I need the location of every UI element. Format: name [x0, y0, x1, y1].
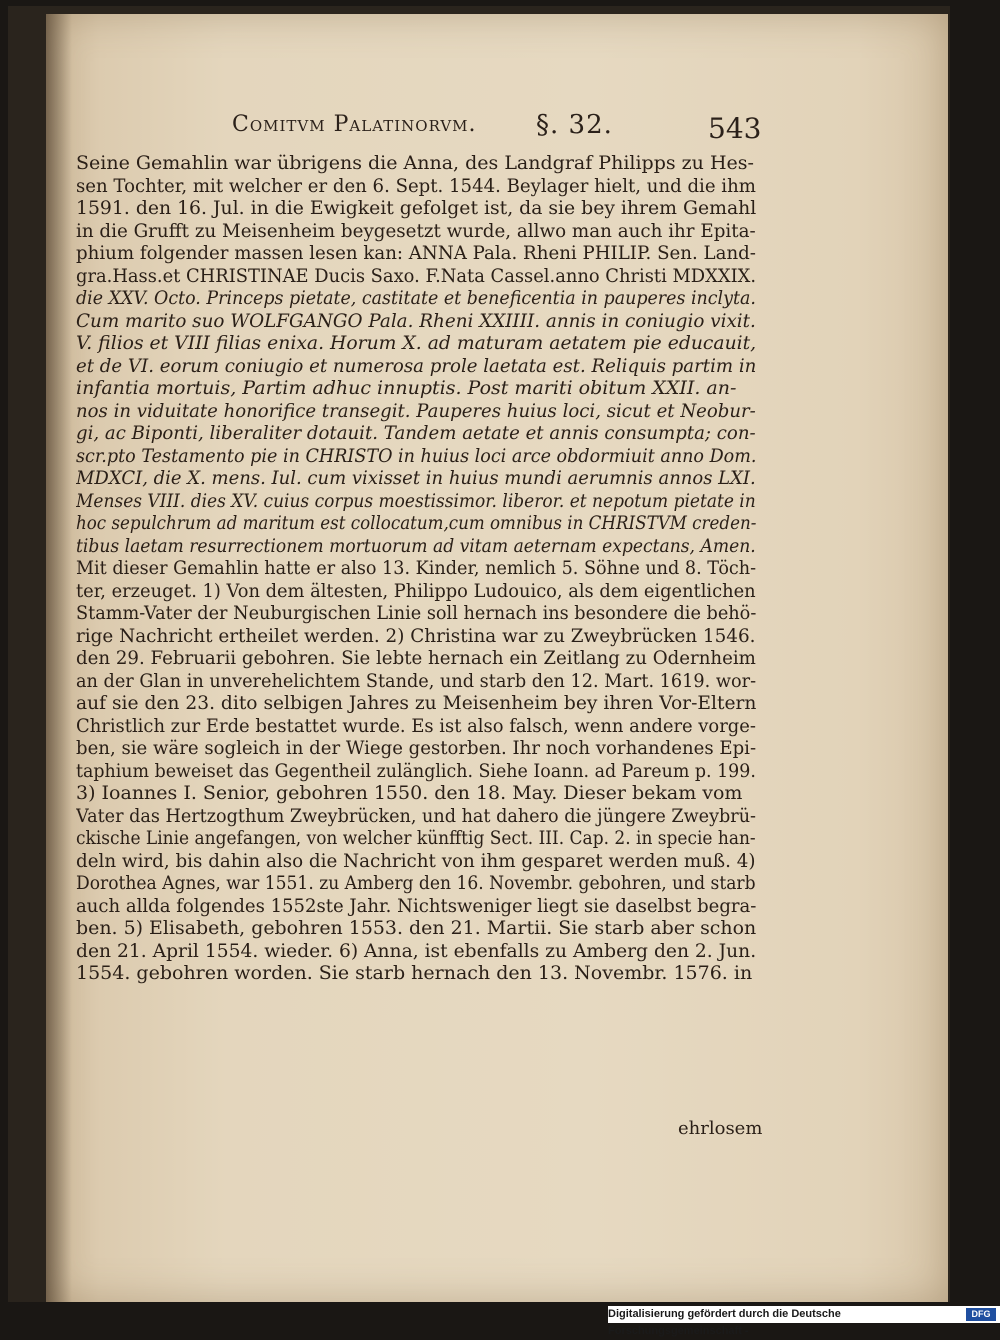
text-line: tibus laetam resurrectionem mortuorum ad vitam aeternam expectans, Amen.: [76, 534, 756, 557]
footer-credit: Digitalisierung gefördert durch die Deutsche Forschungsgemeinschaft -: [608, 1308, 841, 1337]
text-line: ben, sie wäre sogleich in der Wiege gestorben. Ihr noch vorhandenes Epi-: [76, 737, 756, 759]
text-line: infantia mortuis, Partim adhuc innuptis. Post mariti obitum XXII. an-: [76, 377, 737, 399]
text-line: auch allda folgendes 1552ste Jahr. Nichtsweniger liegt sie daselbst begra-: [76, 894, 756, 917]
text-line: gi, ac Biponti, liberaliter dotauit. Tandem aetate et annis consumpta; con-: [76, 422, 756, 444]
catchword: ehrlosem: [678, 1118, 763, 1139]
text-line: Christlich zur Erde bestattet wurde. Es ist also falsch, wenn andere vorge-: [76, 714, 756, 737]
text-line: et de VI. eorum coniugio et numerosa prole laetata est. Reliquis partim in: [76, 354, 756, 377]
dfg-logo: DFG: [966, 1308, 996, 1321]
text-line: hoc sepulchrum ad maritum est collocatum,cum omnibus in CHRISTVM creden-: [76, 512, 756, 534]
text-line: ckische Linie angefangen, von welcher künfftig Sect. III. Cap. 2. in specie han-: [76, 827, 756, 849]
text-line: Cum marito suo WOLFGANGO Pala. Rheni XXIIII. annis in coniugio vixit.: [76, 309, 756, 332]
text-line: MDXCI, die X. mens. Iul. cum vixisset in huius mundi aerumnis annos LXI.: [76, 467, 756, 489]
text-line: 1554. gebohren worden. Sie starb hernach den 13. Novembr. 1576. in: [76, 962, 753, 984]
text-line: Mit dieser Gemahlin hatte er also 13. Kinder, nemlich 5. Söhne und 8. Töch-: [76, 557, 756, 579]
text-line: 3) Ioannes I. Senior, gebohren 1550. den 18. May. Dieser bekam vom: [76, 782, 743, 804]
text-line: in die Grufft zu Meisenheim beygesetzt wurde, allwo man auch ihr Epita-: [76, 219, 756, 242]
text-line: die XXV. Octo. Princeps pietate, castitate et beneficentia in pauperes inclyta.: [76, 287, 756, 309]
body-text: [76, 152, 756, 985]
text-line: Seine Gemahlin war übrigens die Anna, des Landgraf Philipps zu Hes-: [76, 152, 754, 174]
text-line: ter, erzeuget. 1) Von dem ältesten, Philippo Ludouico, als dem eigentlichen: [76, 579, 756, 602]
text-line: 1591. den 16. Jul. in die Ewigkeit gefolget ist, da sie bey ihrem Gemahl: [76, 197, 756, 219]
text-line: auf sie den 23. dito selbigen Jahres zu Meisenheim bey ihren Vor-Eltern: [76, 692, 756, 714]
text-line: sen Tochter, mit welcher er den 6. Sept. 1544. Beylager hielt, und die ihm: [76, 174, 756, 197]
section-marker: §. 32.: [536, 110, 613, 140]
text-line: taphium beweiset das Gegentheil zulänglich. Siehe Ioann. ad Pareum p. 199.: [76, 759, 756, 782]
text-line: nos in viduitate honorifice transegit. Pauperes huius loci, sicut et Neobur-: [76, 399, 756, 422]
text-line: Menses VIII. dies XV. cuius corpus moestissimor. liberor. et nepotum pietate in: [76, 489, 756, 512]
running-header: [232, 110, 762, 146]
text-line: scr.pto Testamento pie in CHRISTO in huius loci arce obdormiuit anno Dom.: [76, 444, 756, 467]
text-line: Vater das Hertzogthum Zweybrücken, und hat dahero die jüngere Zweybrü-: [76, 804, 756, 827]
text-line: ben. 5) Elisabeth, gebohren 1553. den 21. Martii. Sie starb aber schon: [76, 917, 756, 939]
text-line: phium folgender massen lesen kan: ANNA Pala. Rheni PHILIP. Sen. Land-: [76, 242, 756, 264]
text-line: Stamm-Vater der Neuburgischen Linie soll hernach ins besondere die behö-: [76, 602, 756, 624]
footer-bar: [608, 1306, 1000, 1337]
page-gutter-shadow: [46, 14, 72, 1302]
text-line: den 29. Februarii gebohren. Sie lebte hernach ein Zeitlang zu Odernheim: [76, 647, 756, 669]
text-line: gra.Hass.et CHRISTINAE Ducis Saxo. F.Nata Cassel.anno Christi MDXXIX.: [76, 264, 756, 287]
text-line: an der Glan in unverehelichtem Stande, und starb den 12. Mart. 1619. wor-: [76, 669, 756, 692]
running-title: Comitvm Palatinorvm.: [232, 112, 477, 137]
text-line: deln wird, bis dahin also die Nachricht von ihm gesparet werden muß. 4): [76, 849, 756, 872]
text-line: V. filios et VIII filias enixa. Horum X. ad maturam aetatem pie educauit,: [76, 332, 756, 354]
text-line: Dorothea Agnes, war 1551. zu Amberg den 16. Novembr. gebohren, und starb: [76, 872, 756, 894]
page-number: 543: [708, 112, 762, 145]
text-line: rige Nachricht ertheilet werden. 2) Christina war zu Zweybrücken 1546.: [76, 624, 756, 647]
text-line: den 21. April 1554. wieder. 6) Anna, ist ebenfalls zu Amberg den 2. Jun.: [76, 939, 756, 962]
